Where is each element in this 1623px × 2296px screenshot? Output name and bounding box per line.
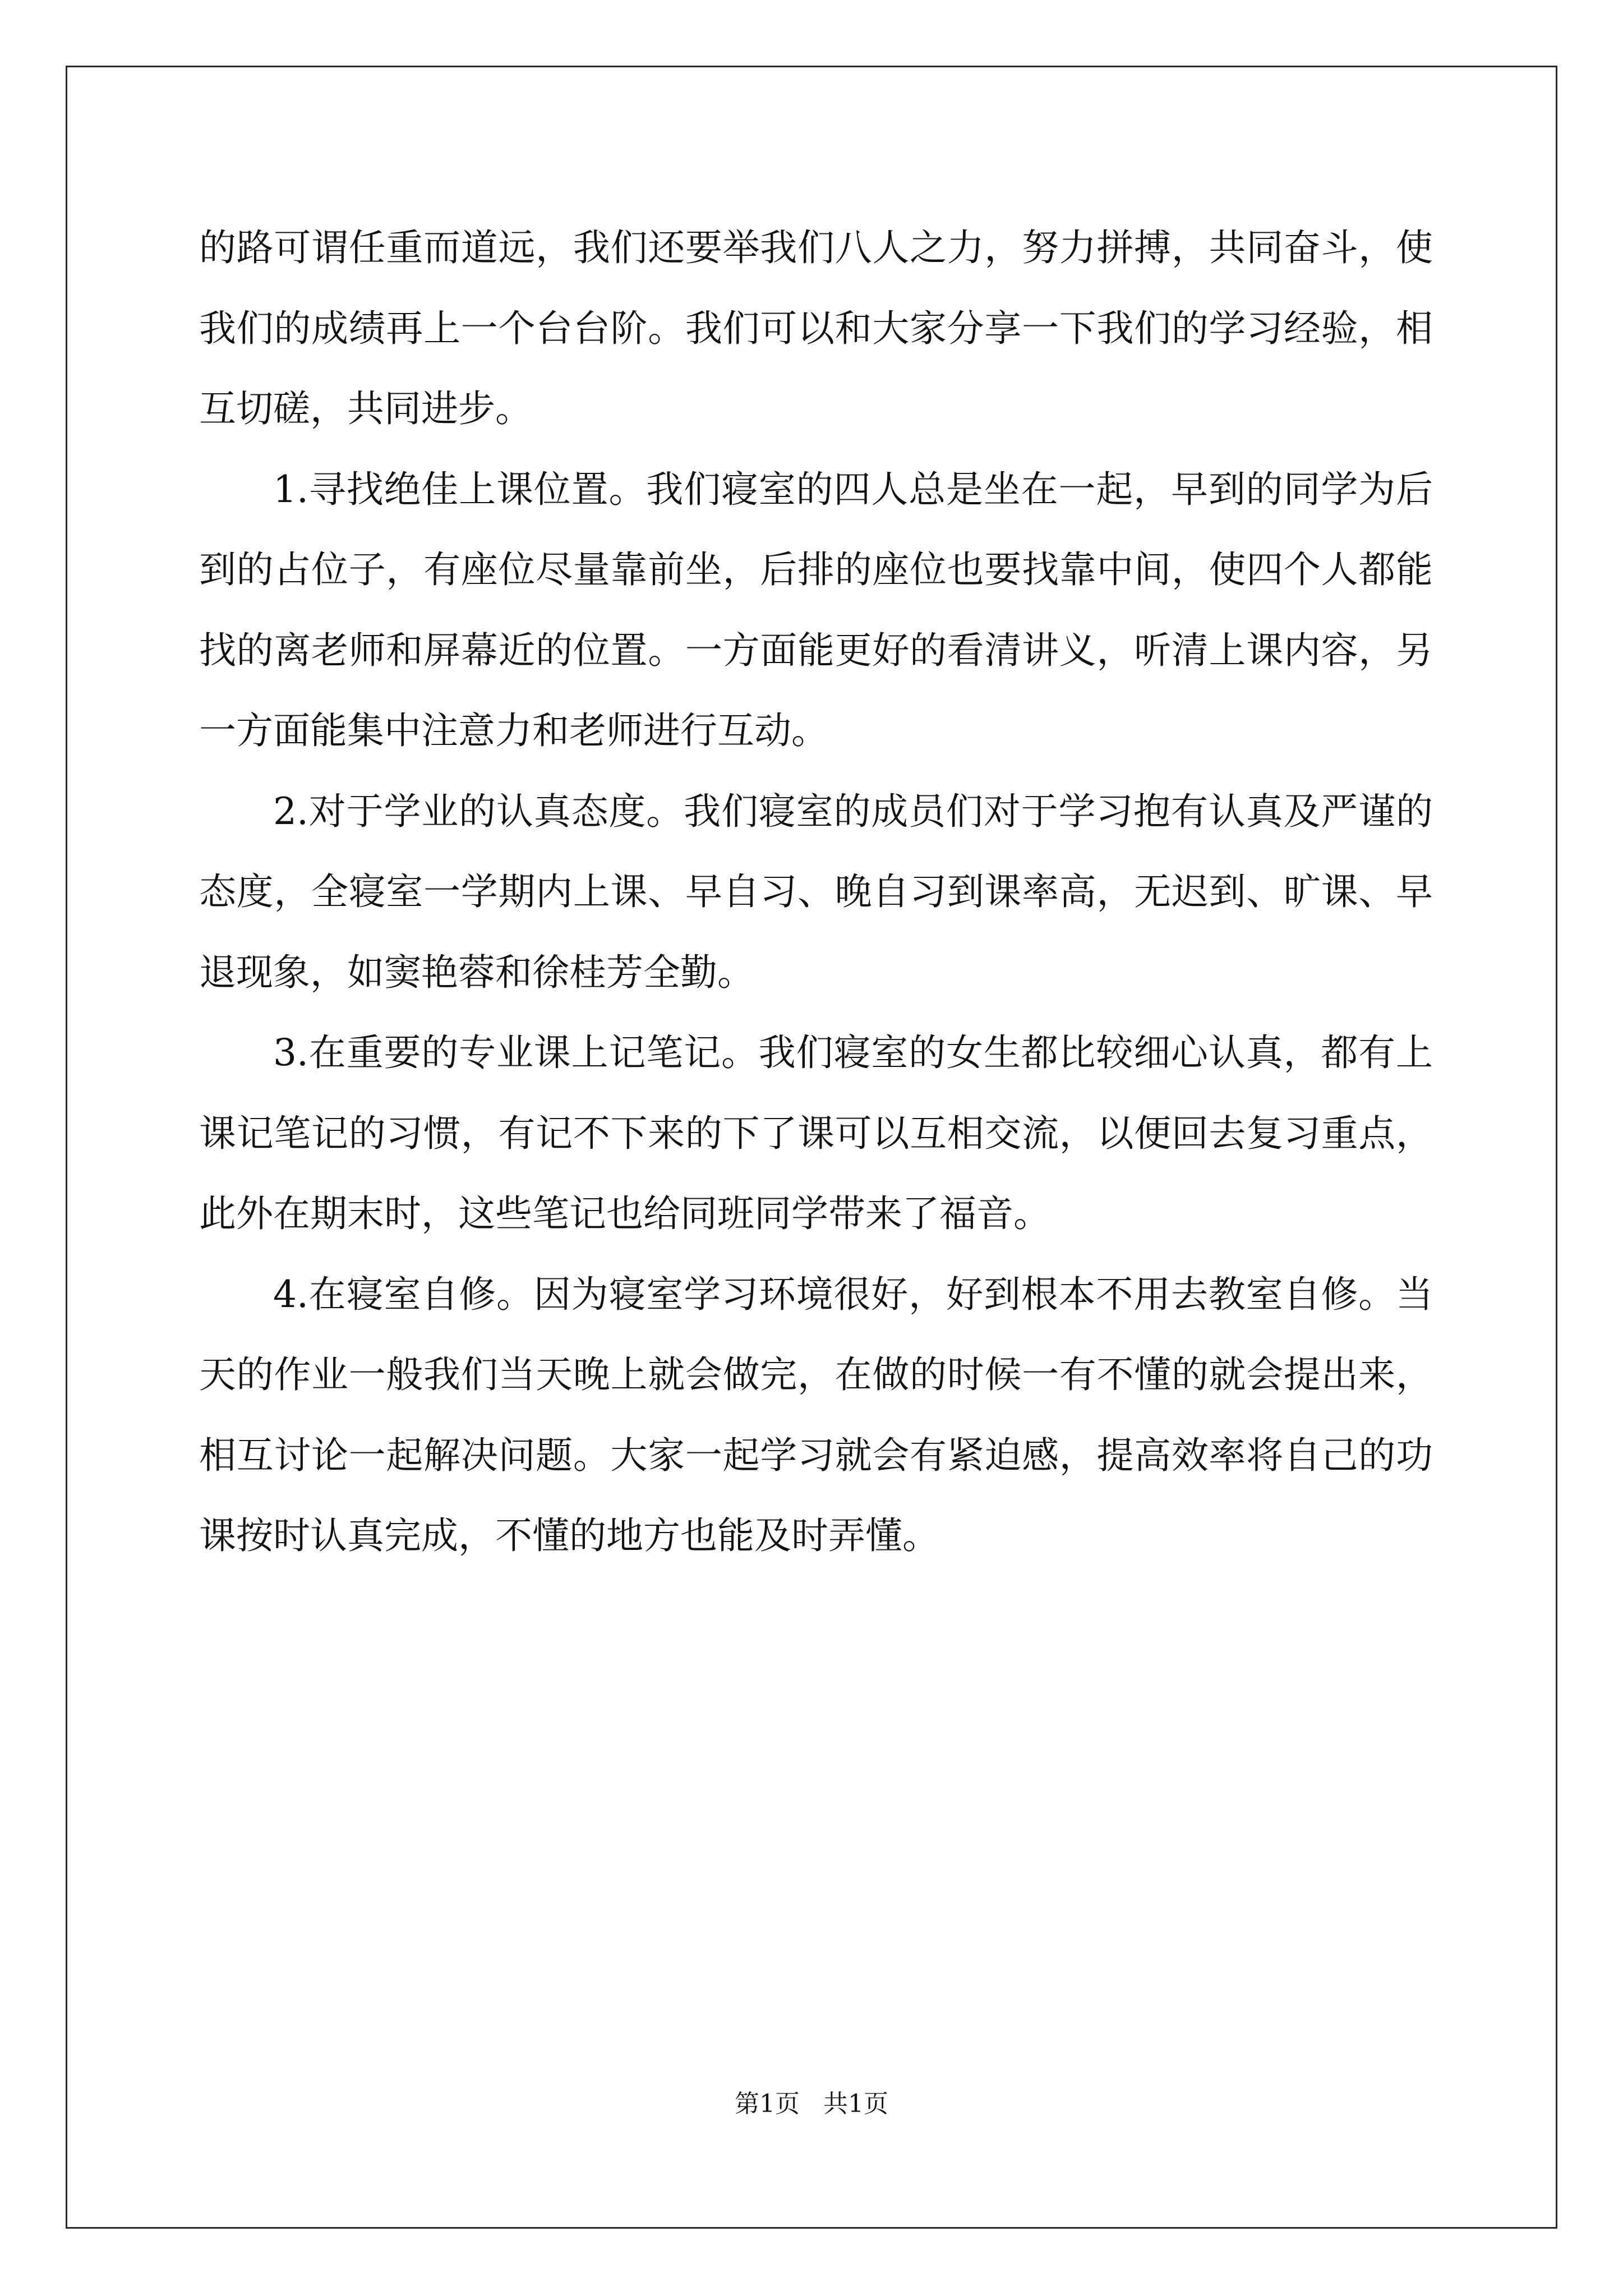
document-body xyxy=(199,208,1433,1576)
page-footer: 第1页 共1页 xyxy=(735,2090,888,2118)
paragraph-item-1: 1.寻找绝佳上课位置。我们寝室的四人总是坐在一起，早到的同学为后到的占位子，有座位尽量靠前坐，后排的座位也要找靠中间，使四个人都能找的离老师和屏幕近的位置。一方面能更好的看清讲义，听清上课内容，另一方面能集中注意力和老师进行互动。 xyxy=(199,467,1433,752)
paragraph-item-4: 4.在寝室自修。因为寝室学习环境很好，好到根本不用去教室自修。当天的作业一般我们当天晚上就会做完，在做的时候一有不懂的就会提出来，相互讨论一起解决问题。大家一起学习就会有紧迫感，提高效率将自己的功课按时认真完成，不懂的地方也能及时弄懂。 xyxy=(199,1272,1433,1557)
paragraph-intro: 的路可谓任重而道远，我们还要举我们八人之力，努力拼搏，共同奋斗，使我们的成绩再上一个台台阶。我们可以和大家分享一下我们的学习经验，相互切磋，共同进步。 xyxy=(199,226,1433,430)
paragraph-item-2: 2.对于学业的认真态度。我们寝室的成员们对于学习抱有认真及严谨的态度，全寝室一学期内上课、早自习、晚自习到课率高，无迟到、旷课、早退现象，如窦艳蓉和徐桂芳全勤。 xyxy=(199,789,1433,994)
paragraph-item-3: 3.在重要的专业课上记笔记。我们寝室的女生都比较细心认真，都有上课记笔记的习惯，有记不下来的下了课可以互相交流，以便回去复习重点，此外在期末时，这些笔记也给同班同学带来了福音。 xyxy=(199,1031,1433,1235)
